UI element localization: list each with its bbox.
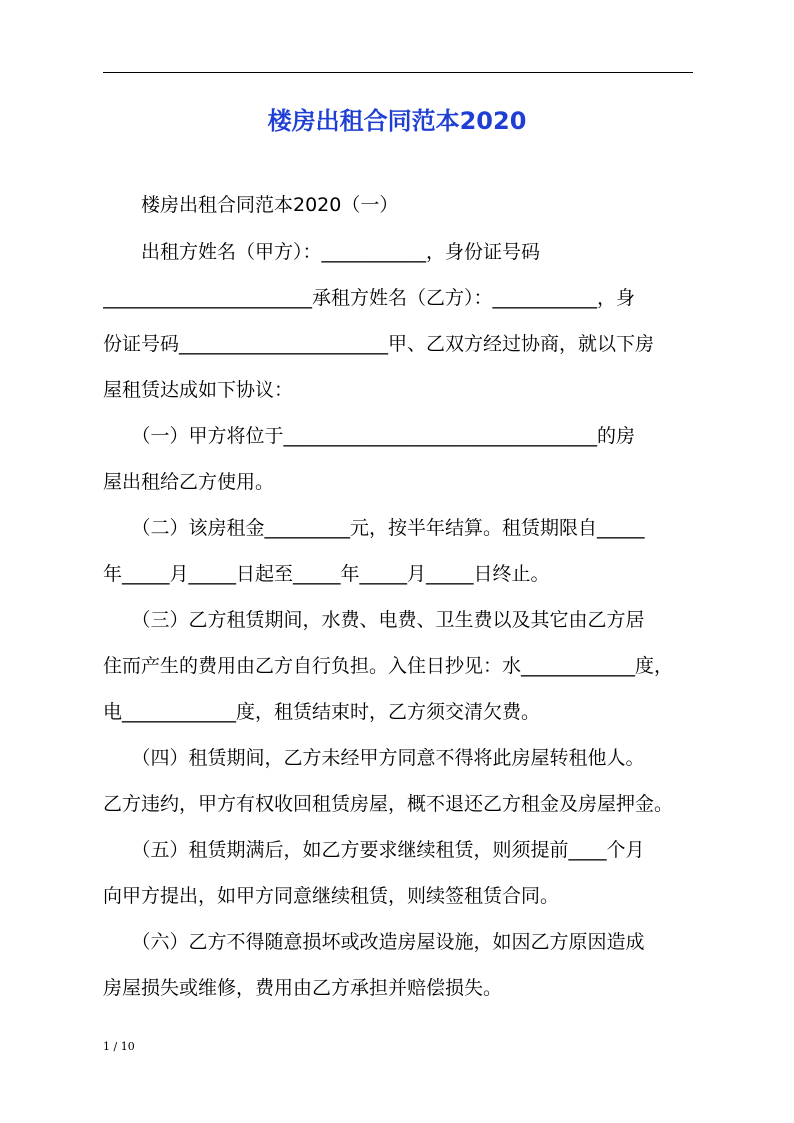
- text-line: 楼房出租合同范本2020（一）: [103, 194, 399, 216]
- text-line: （四）租赁期间，乙方未经甲方同意不得将此房屋转租他人。: [103, 747, 645, 769]
- text-line: （五）租赁期满后，如乙方要求继续租赁，则须提前____个月: [103, 839, 645, 861]
- text-line: （六）乙方不得随意损坏或改造房屋设施，如因乙方原因造成: [103, 931, 645, 953]
- header-rule: [103, 72, 693, 73]
- text-line: 向甲方提出，如甲方同意继续租赁，则续签租赁合同。: [103, 885, 560, 907]
- page-number: 1 / 10: [103, 1040, 135, 1053]
- text-line: 年_____月_____日起至_____年_____月_____日终止。: [103, 563, 550, 585]
- text-line: ______________________承租方姓名（乙方）：___________，身: [103, 287, 636, 309]
- text-line: 份证号码______________________甲、乙双方经过协商，就以下房: [103, 333, 655, 355]
- text-line: 房屋损失或维修，费用由乙方承担并赔偿损失。: [103, 977, 503, 999]
- text-line: 屋租赁达成如下协议：: [103, 379, 294, 401]
- text-line: 出租方姓名（甲方）：___________，身份证号码: [103, 241, 541, 263]
- text-line: 乙方违约，甲方有权收回租赁房屋，概不退还乙方租金及房屋押金。: [103, 793, 674, 815]
- text-line: （二）该房租金_________元，按半年结算。租赁期限自_____: [103, 517, 645, 539]
- document-title: 楼房出租合同范本2020: [267, 107, 527, 135]
- text-line: （一）甲方将位于_________________________________的房: [103, 425, 636, 447]
- text-line: 住而产生的费用由乙方自行负担。入住日抄见：水____________度，: [103, 655, 674, 677]
- text-line: 电____________度，租赁结束时，乙方须交清欠费。: [103, 701, 541, 723]
- text-line: 屋出租给乙方使用。: [103, 471, 275, 493]
- text-line: （三）乙方租赁期间，水费、电费、卫生费以及其它由乙方居: [103, 609, 645, 631]
